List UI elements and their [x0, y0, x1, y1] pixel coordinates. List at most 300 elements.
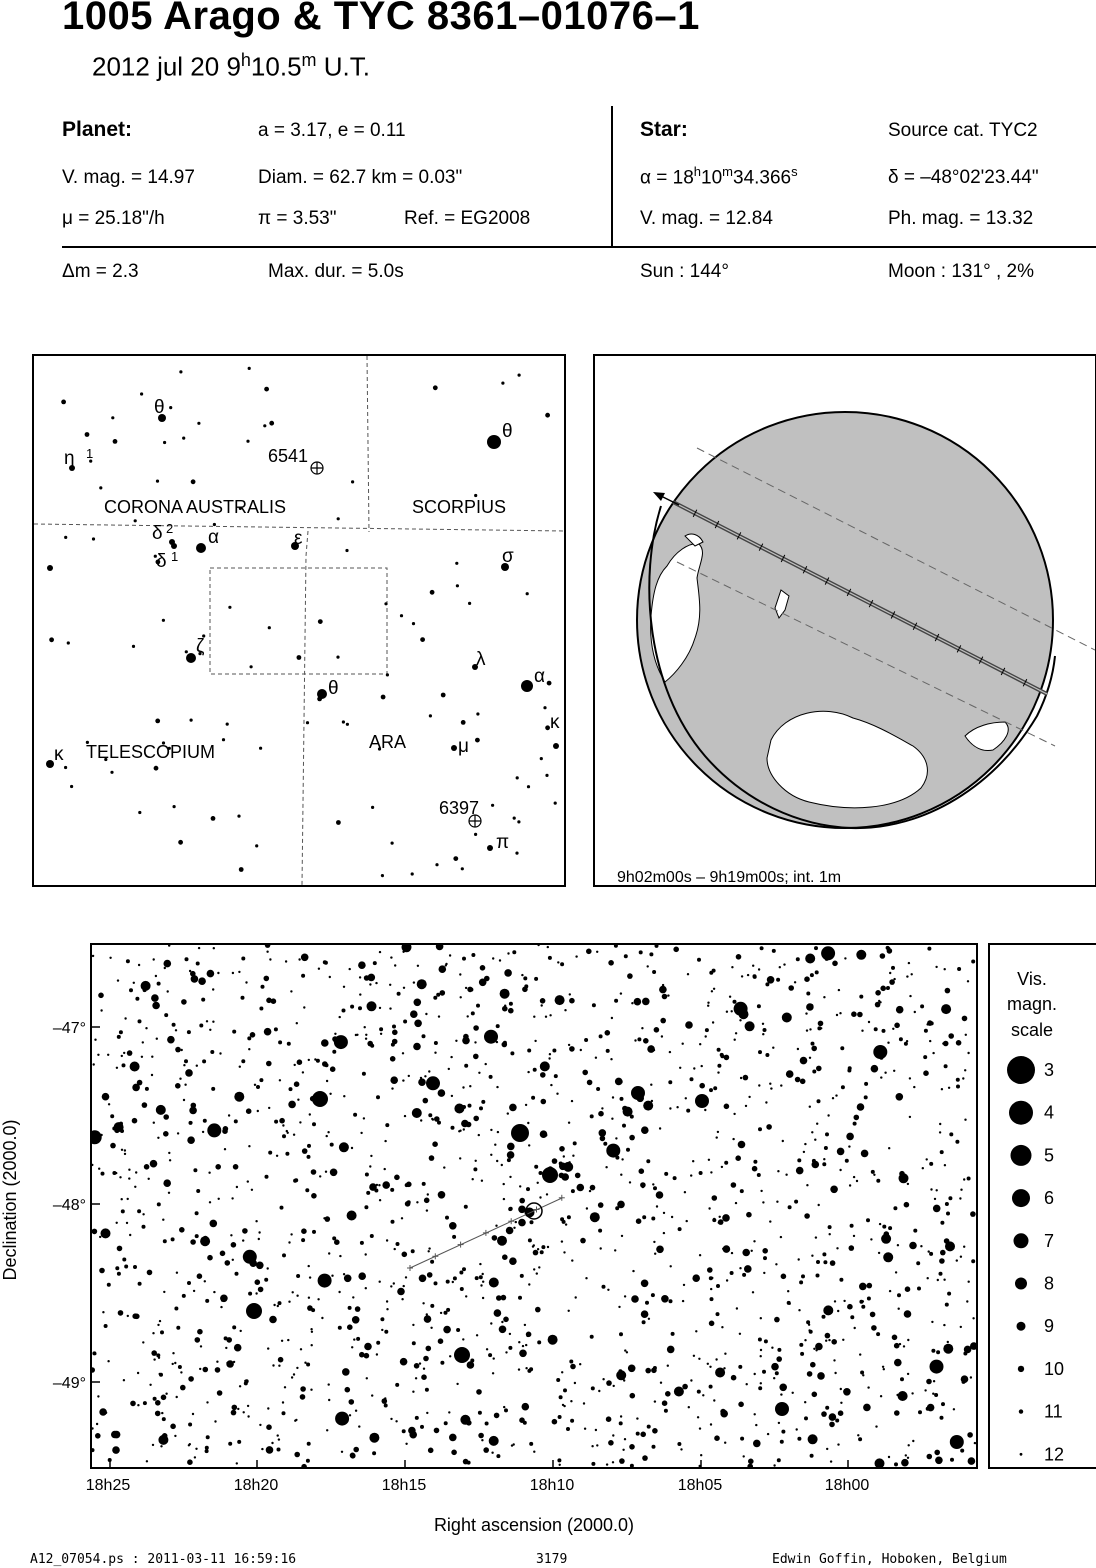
star-dot [300, 1386, 306, 1392]
star-dot [501, 1321, 503, 1323]
star-dot [866, 1218, 870, 1222]
star-dot [175, 1029, 177, 1031]
star-dot [652, 1428, 658, 1434]
star-dot [157, 1324, 159, 1326]
star-dot [153, 1122, 155, 1124]
star-dot [215, 1164, 221, 1170]
star-dot [573, 1141, 577, 1145]
star-dot [494, 1309, 502, 1317]
star-dot [519, 1350, 527, 1358]
boundary-line [367, 356, 369, 532]
star-dot [846, 1133, 854, 1141]
star-dot [403, 1285, 405, 1287]
star-dot [837, 1148, 845, 1156]
star-dot [400, 614, 403, 617]
star-dot [381, 874, 384, 877]
star-dot [287, 1132, 289, 1134]
star-dot [929, 1252, 933, 1256]
star-dot [788, 985, 794, 991]
star-dot [258, 1231, 260, 1233]
star-dot [646, 1159, 650, 1163]
star-dot [835, 1419, 839, 1423]
star-dot [816, 1123, 818, 1125]
star-dot [767, 976, 775, 984]
star-dot [353, 1447, 359, 1453]
star-dot [173, 805, 176, 808]
star-dot [966, 1300, 968, 1302]
star-dot [135, 1171, 137, 1173]
star-dot [571, 1100, 573, 1102]
star-dot [775, 1263, 777, 1265]
star-dot [230, 1234, 232, 1236]
star-dot [590, 1212, 600, 1222]
bright-star [542, 1167, 558, 1183]
star-dot [309, 1113, 311, 1115]
star-dot [816, 1274, 820, 1278]
star-dot [971, 960, 975, 964]
star-dot [788, 1205, 792, 1209]
star-dot [176, 1396, 178, 1398]
star-dot [124, 1265, 128, 1269]
star-dot [435, 863, 438, 866]
star-dot [936, 1350, 940, 1354]
star-dot [729, 996, 731, 998]
star-dot [411, 1249, 415, 1253]
star-dot [117, 1246, 123, 1252]
star-dot [534, 977, 538, 981]
star-dot [934, 1450, 940, 1456]
star-dot [506, 1227, 514, 1235]
star-dot [449, 954, 451, 956]
star-dot [623, 1107, 633, 1117]
star-dot [572, 1155, 574, 1157]
star-dot [932, 1393, 934, 1395]
star-dot [960, 1256, 962, 1258]
star-dot [557, 1458, 561, 1462]
star-dot [402, 1079, 404, 1081]
star-dot [169, 406, 172, 409]
star-dot [353, 1338, 355, 1340]
star-dot [494, 1413, 500, 1419]
star-dot [337, 517, 340, 520]
star-dot [971, 1259, 975, 1263]
star-dot [391, 1220, 395, 1224]
star-dot [211, 1222, 213, 1224]
star-dot [255, 844, 258, 847]
star-ra: $\alpha = 18^h10^m34.366^s$ [640, 164, 798, 189]
star-dot [540, 998, 546, 1004]
star-dot [765, 1053, 769, 1057]
star-dot [330, 1169, 338, 1177]
star-dot [871, 1170, 875, 1174]
star-dot [596, 1444, 598, 1446]
star-dot [390, 1188, 394, 1192]
star-dot [616, 1370, 626, 1380]
star-dot [739, 1019, 741, 1021]
star-dot [686, 1109, 690, 1113]
star-dot [434, 1281, 438, 1285]
star-dot [416, 1044, 418, 1046]
star-dot [338, 1291, 340, 1293]
star-dot [379, 1027, 383, 1031]
star-dot [355, 1034, 357, 1036]
star-dot [558, 1415, 562, 1419]
star-dot [943, 1344, 953, 1354]
star-dot [663, 1212, 665, 1214]
star-dot [358, 961, 366, 969]
star-dot [741, 975, 743, 977]
star-dot [191, 1103, 197, 1109]
star-dot [225, 1260, 231, 1266]
star-dot [392, 1039, 398, 1045]
star-dot [257, 1110, 259, 1112]
star-dot [888, 1456, 890, 1458]
star-dot [369, 983, 371, 985]
star-dot [311, 1308, 315, 1312]
star-dot [93, 1063, 95, 1065]
star-label: σ [502, 546, 514, 567]
star-dot [545, 774, 548, 777]
star-dot [707, 1267, 713, 1273]
star-dot [456, 584, 459, 587]
star-dot [188, 1444, 190, 1446]
star-dot [182, 1294, 186, 1298]
star-dot [541, 1245, 545, 1249]
star-dot [800, 1079, 806, 1085]
star-dot [264, 1278, 268, 1282]
star-dot [758, 968, 760, 970]
star-dot [697, 1390, 701, 1394]
star-dot [318, 619, 323, 624]
star-dot [409, 1431, 417, 1439]
star-dot [274, 1027, 278, 1031]
star-dot [909, 1077, 911, 1079]
star-dot [158, 1357, 160, 1359]
star-dot [351, 1346, 353, 1348]
star-dot [480, 965, 486, 971]
star-dot [745, 1021, 755, 1031]
star-dot [803, 1151, 805, 1153]
star-dot [841, 1085, 845, 1089]
star-dot [552, 1049, 556, 1053]
star-dot [61, 400, 66, 405]
star-dot [641, 1126, 649, 1134]
star-dot [667, 1346, 675, 1354]
star-dot [349, 1414, 351, 1416]
star-dot [408, 1075, 410, 1077]
star-dot [239, 1385, 241, 1387]
star-dot [937, 1279, 939, 1281]
star-dot [479, 1263, 481, 1265]
star-dot [492, 1372, 494, 1374]
star-dot [231, 1197, 233, 1199]
star-dot [255, 1279, 261, 1285]
star-dot [123, 1052, 125, 1054]
star-dot [123, 1379, 125, 1381]
star-dot [145, 1087, 149, 1091]
star-dot [961, 1375, 969, 1383]
star-dot [738, 1365, 742, 1369]
star-dot [873, 1174, 875, 1176]
star-dot [381, 1329, 383, 1331]
star-dot [752, 965, 754, 967]
star-dot [533, 1451, 535, 1453]
star-dot [591, 1386, 595, 1390]
star-dot [198, 947, 200, 949]
star-dot [645, 1368, 651, 1374]
star-dot [269, 958, 271, 960]
star-dot [271, 1442, 273, 1444]
star-dot [221, 1299, 223, 1301]
star-dot [509, 1176, 511, 1178]
star-dot [163, 1114, 169, 1120]
star-dot [847, 1306, 849, 1308]
star-dot [160, 1330, 164, 1334]
star-dot [430, 1260, 434, 1264]
star-dot [651, 1293, 655, 1297]
star-dot [405, 1276, 407, 1278]
star-dot [543, 706, 546, 709]
star-dot [279, 1118, 285, 1124]
star-dot [894, 1023, 900, 1029]
star-dot [709, 1088, 713, 1092]
star-dot [660, 1382, 662, 1384]
star-dot [627, 973, 633, 979]
star-dot [430, 1304, 434, 1308]
star-dot [269, 1316, 277, 1324]
star-dot [857, 1434, 859, 1436]
x-tick-label: 18h15 [381, 1477, 427, 1494]
star-dot [744, 1265, 752, 1273]
star-dot [153, 958, 155, 960]
star-dot [364, 1205, 368, 1209]
star-dot [258, 1238, 260, 1240]
star-dot [64, 766, 67, 769]
star-dot [146, 1460, 148, 1462]
star-dot [709, 1321, 715, 1327]
star-dot [733, 1113, 735, 1115]
star-dot [405, 1443, 407, 1445]
star-dot [760, 946, 764, 950]
star-dot [805, 1012, 807, 1014]
star-dot [870, 1312, 876, 1318]
legend-magnitude-label: 5 [1044, 1145, 1055, 1166]
star-dot [299, 1121, 301, 1123]
star-dot [661, 1295, 669, 1303]
star-dot [278, 1357, 284, 1363]
star-dot [664, 996, 666, 998]
star-dot [731, 1375, 737, 1381]
star-dot [918, 1410, 922, 1414]
star-dot [112, 1446, 120, 1454]
star-dot [523, 1421, 527, 1425]
star-dot [606, 1049, 610, 1053]
star-dot [963, 1352, 967, 1356]
bright-star [521, 680, 533, 692]
star-dot [529, 1442, 533, 1446]
star-dot [231, 1242, 237, 1248]
star-dot [615, 1206, 619, 1210]
legend-title: scale [1010, 1020, 1054, 1040]
star-dot [796, 1167, 804, 1175]
star-dot [88, 1130, 102, 1144]
star-dot [311, 1193, 317, 1199]
star-dot [891, 966, 895, 970]
star-dot [144, 1164, 150, 1170]
star-dot [164, 960, 172, 968]
star-dot [845, 1159, 849, 1163]
star-dot [671, 1332, 675, 1336]
star-dot [443, 1166, 445, 1168]
star-dot [825, 1333, 831, 1339]
star-dot [758, 1386, 762, 1390]
star-dot [445, 963, 447, 965]
star-dot [490, 1322, 492, 1324]
star-dot [137, 1080, 143, 1086]
star-dot [111, 416, 114, 419]
star-dot [311, 1344, 313, 1346]
star-dot [184, 1059, 188, 1063]
star-dot [256, 1085, 260, 1089]
star-dot [814, 1139, 816, 1141]
star-dot [651, 1217, 655, 1221]
star-dot [735, 1155, 741, 1161]
star-dot [832, 961, 838, 967]
star-dot [669, 1051, 671, 1053]
star-dot [621, 1158, 623, 1160]
star-dot [547, 1246, 549, 1248]
star-dot [195, 1211, 199, 1215]
star-dot [945, 1202, 949, 1206]
star-dot [690, 1077, 694, 1081]
star-dot [329, 1093, 331, 1095]
star-dot [362, 1072, 366, 1076]
star-dot [359, 1352, 365, 1358]
star-dot [433, 385, 438, 390]
star-dot [904, 1310, 912, 1318]
star-dot [124, 1153, 126, 1155]
star-dot [959, 1197, 961, 1199]
star-dot [670, 1265, 672, 1267]
star-dot [554, 1074, 558, 1078]
bright-star [196, 543, 206, 553]
planet-parallax: π = 3.53" [258, 208, 337, 229]
star-dot [880, 986, 886, 992]
star-dot [428, 1113, 432, 1117]
star-dot [948, 1087, 950, 1089]
star-dot [586, 949, 592, 955]
star-dot [496, 1295, 502, 1301]
star-dot [901, 1459, 909, 1467]
star-dot [142, 1213, 144, 1215]
star-dot [460, 1287, 464, 1291]
star-dot [167, 990, 169, 992]
star-dot [527, 1369, 531, 1373]
star-dot [212, 1021, 214, 1023]
star-dot [965, 1034, 967, 1036]
star-dot [199, 1024, 203, 1028]
star-dot [796, 1428, 798, 1430]
star-dot [563, 1155, 565, 1157]
star-dot [527, 1049, 531, 1053]
star-dot [475, 1160, 477, 1162]
star-dot [864, 1095, 868, 1099]
star-dot [596, 951, 598, 953]
star-dot [945, 1303, 949, 1307]
star-dot [267, 1347, 269, 1349]
star-dot [836, 1247, 838, 1249]
star-dot [390, 956, 392, 958]
star-dot [929, 1040, 931, 1042]
star-dot [848, 1145, 850, 1147]
star-dot [234, 1344, 242, 1352]
star-dot [402, 1429, 406, 1433]
star-dot [443, 1326, 451, 1334]
star-dot [296, 1022, 298, 1024]
star-dot [730, 1271, 734, 1275]
star-dot [596, 1087, 600, 1091]
star-dot [569, 1360, 573, 1364]
star-dot [185, 650, 188, 653]
star-dot [812, 1161, 820, 1169]
star-dot [794, 981, 796, 983]
star-dot [684, 1191, 686, 1193]
star-dot [550, 1084, 552, 1086]
star-dot [561, 1371, 563, 1373]
star-dot [800, 1352, 804, 1356]
star-dot [731, 966, 733, 968]
star-dot [507, 1112, 509, 1114]
star-dot [134, 519, 137, 522]
star-dot [239, 867, 244, 872]
star-dot [933, 1205, 941, 1213]
star-dot [883, 1235, 885, 1237]
star-dot [358, 1272, 366, 1280]
star-dot [85, 432, 90, 437]
star-dot [653, 1241, 655, 1243]
star-dot [809, 1028, 811, 1030]
star-dot [458, 1130, 460, 1132]
star-dot [964, 1119, 966, 1121]
star-dot [476, 1389, 482, 1395]
star-dot [895, 1271, 897, 1273]
star-dot [414, 1363, 420, 1369]
star-dot [695, 1330, 697, 1332]
legend-title: Vis. [1017, 969, 1047, 989]
star-dot [297, 1059, 303, 1065]
star-dot [642, 1186, 644, 1188]
star-dot [130, 1062, 140, 1072]
star-dot [349, 1399, 355, 1405]
star-dot [679, 1067, 681, 1069]
star-dot [926, 1158, 928, 1160]
star-label: κ [54, 744, 64, 765]
header-rule [62, 246, 1096, 248]
star-dot [138, 964, 140, 966]
x-axis-label: Right ascension (2000.0) [433, 1515, 635, 1535]
star-dot [241, 996, 245, 1000]
star-dot [247, 1405, 249, 1407]
star-dot [824, 1146, 828, 1150]
star-dot [468, 602, 471, 605]
star-dot [402, 1252, 408, 1258]
star-dot [525, 1344, 527, 1346]
star-dot [956, 1040, 962, 1046]
star-dot [202, 1131, 204, 1133]
star-dot [70, 785, 73, 788]
star-dot [308, 1059, 310, 1061]
moon-elongation: Moon : 131° , 2% [888, 261, 1034, 282]
